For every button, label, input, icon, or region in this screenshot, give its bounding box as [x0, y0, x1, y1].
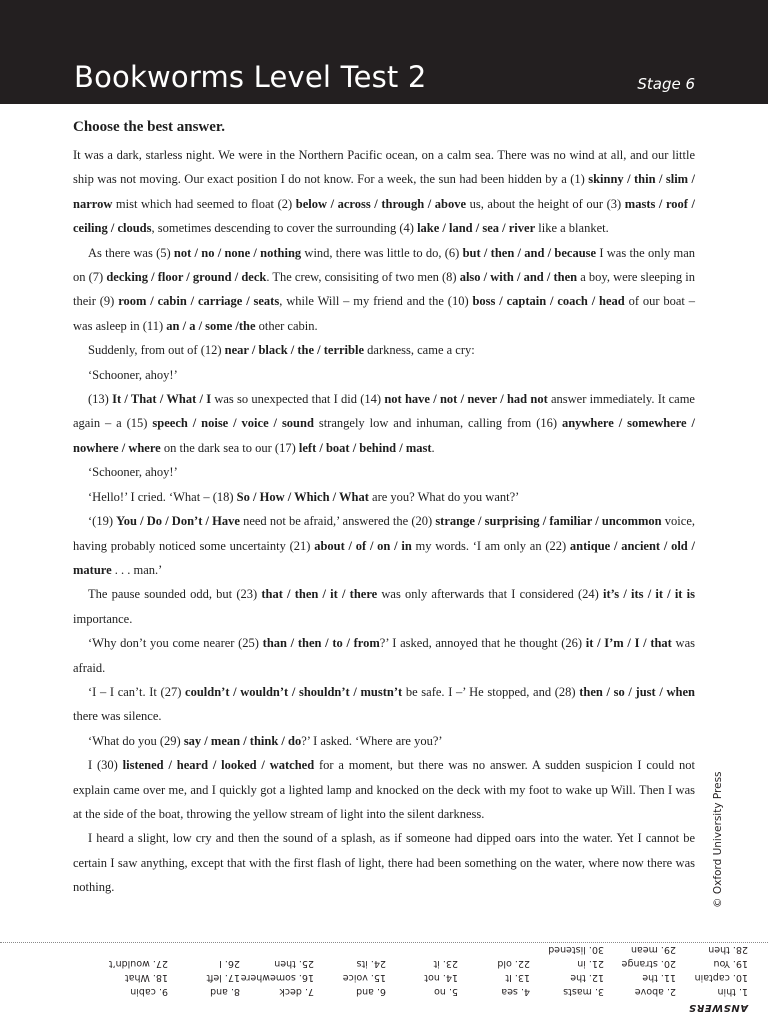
answer-options: then / so / just / when	[579, 684, 695, 699]
answer-column	[678, 942, 748, 998]
answer-item: 17. left	[206, 972, 240, 983]
answer-item: 14. not	[424, 972, 458, 983]
answer-item: 12. the	[570, 972, 604, 983]
story-text-run: need not be afraid,’ answered the (20)	[239, 514, 436, 529]
story-text-run: , while Will – my friend and the (10)	[279, 294, 473, 309]
answer-item: 8. and	[210, 986, 240, 997]
story-text-run: of our boat – was asleep in (11)	[73, 294, 695, 333]
answer-item: 25. then	[274, 958, 314, 969]
story-paragraph	[73, 485, 695, 509]
answer-options: an / a / some /the	[166, 318, 256, 333]
story-text-run: Suddenly, from out of (12)	[88, 343, 225, 358]
answers-section	[0, 945, 768, 1024]
answer-item: 22. old	[497, 958, 530, 969]
answer-item: 30. listened	[548, 944, 604, 955]
story-text-run: like a blanket.	[535, 221, 609, 236]
answer-options: couldn’t / wouldn’t / shouldn’t / mustn’t	[185, 684, 403, 699]
answer-item: 6. and	[356, 986, 386, 997]
story-text-run: ‘(19)	[88, 514, 117, 529]
answer-options: that / then / it / there	[261, 587, 378, 602]
answer-options: decking / floor / ground / deck	[106, 270, 267, 285]
story-paragraph	[73, 631, 695, 680]
story-text-run: answer immediately. It came again – a (15)	[73, 392, 695, 431]
story-text	[73, 143, 695, 900]
answer-item: 29. mean	[630, 944, 676, 955]
story-text-run: ?’ I asked. ‘Where are you?’	[301, 733, 443, 748]
header-bar	[0, 0, 768, 104]
story-text-run: on the dark sea to our (17)	[160, 440, 299, 455]
story-paragraph	[73, 143, 695, 241]
answer-options: skinny / thin / slim / narrow	[73, 172, 695, 211]
story-paragraph	[73, 582, 695, 631]
answer-item: 16. somewhere	[240, 972, 314, 983]
answer-item: 28. then	[708, 944, 748, 955]
story-text-run: (13)	[88, 392, 113, 407]
answer-item: 1. thin	[717, 986, 748, 997]
story-text-run: ?’ I asked, annoyed that he thought (26)	[379, 636, 586, 651]
story-text-run: . . . man.’	[111, 562, 163, 577]
answer-options: listened / heard / looked / watched	[122, 758, 315, 773]
story-text-run: was afraid.	[73, 636, 695, 675]
story-text-run: I was the only man on (7)	[73, 245, 695, 285]
answer-options: it’s / its / it / it is	[602, 587, 695, 602]
story-text-run: ‘Schooner, ahoy!’	[88, 367, 178, 382]
story-text-run: I heard a slight, low cry and then the sound of a splash, as if someone had dipped oars into the water. Yet I cannot be certain I saw anything, except that with the first flash of light, there had been something on the water, where now there was nothing.	[73, 831, 695, 895]
answer-item: 5. no	[434, 986, 458, 997]
answer-options: strange / surprising / familiar / uncommon	[435, 514, 662, 529]
answer-item: 26. I	[219, 958, 240, 969]
answer-options: about / of / on / in	[314, 538, 412, 553]
answer-item: 18. What	[124, 972, 168, 983]
story-text-run: I (30)	[88, 758, 123, 773]
answer-options: anywhere / somewhere / nowhere / where	[73, 416, 695, 455]
test-content	[73, 118, 695, 900]
answer-item: 2. above	[634, 986, 676, 997]
answer-item: 4. sea	[501, 986, 530, 997]
story-text-run: my words. ‘I am only an (22)	[411, 538, 570, 553]
answer-column	[606, 942, 676, 998]
instruction-heading: Choose the best answer.	[73, 119, 225, 135]
answer-options: not have / not / never / had not	[384, 392, 548, 407]
story-paragraph	[73, 729, 695, 753]
story-text-run: was only afterwards that I considered (24)	[377, 587, 603, 602]
story-text-run: It was a dark, starless night. We were in the Northern Pacific ocean, on a calm sea. There was no wind at all, and our little ship was not moving. Our exact position I do not know. For a week, the sun had been hidden by a (1)	[73, 148, 695, 187]
story-text-run: , sometimes descending to cover the surrounding (4)	[151, 221, 418, 236]
story-text-run: be safe. I –’ He stopped, and (28)	[402, 684, 580, 699]
story-text-run: other cabin.	[255, 318, 318, 333]
story-text-run: ‘Schooner, ahoy!’	[88, 465, 178, 480]
answer-options: than / then / to / from	[262, 636, 380, 651]
answer-options: also / with / and / then	[459, 270, 578, 285]
answer-item: 27. wouldn’t	[108, 958, 168, 969]
answer-column	[98, 956, 168, 998]
story-paragraph	[73, 387, 695, 460]
answer-item: 10. captain	[694, 972, 748, 983]
story-text-run: strangely low and inhuman, calling from (16)	[313, 416, 562, 431]
story-text-run: ‘Why don’t you come nearer (25)	[88, 636, 263, 651]
answer-item: 13. It	[505, 972, 530, 983]
answer-options: near / black / the / terrible	[224, 343, 365, 358]
story-text-run: darkness, came a cry:	[364, 343, 475, 358]
answer-options: but / then / and / because	[462, 245, 597, 260]
answer-item: 9. cabin	[130, 986, 168, 997]
answer-options: masts / roof / ceiling / clouds	[73, 196, 695, 236]
answer-item: 24. its	[356, 958, 386, 969]
story-text-run: voice, having probably noticed some uncertainty (21)	[73, 514, 695, 553]
answer-options: lake / land / sea / river	[417, 221, 536, 236]
story-text-run: was so unexpected that I did (14)	[211, 392, 385, 407]
answer-options: say / mean / think / do	[183, 733, 302, 748]
story-text-run: wind, there was little to do, (6)	[301, 245, 463, 260]
answer-item: 19. You	[713, 958, 748, 969]
story-text-run: . The crew, consisiting of two men (8)	[266, 270, 460, 285]
answer-options: not / no / none / nothing	[173, 245, 302, 260]
answer-column	[240, 956, 314, 998]
story-text-run: The pause sounded odd, but (23)	[88, 587, 262, 602]
answers-label: ANSWERS	[688, 1002, 748, 1013]
story-paragraph	[73, 826, 695, 899]
story-text-run: a boy, were sleeping in their (9)	[73, 270, 696, 309]
answer-options: You / Do / Don’t / Have	[116, 514, 240, 529]
story-text-run: mist which had seemed to float (2)	[112, 196, 296, 211]
story-paragraph	[73, 680, 695, 729]
answer-options: room / cabin / carriage / seats	[118, 294, 280, 309]
story-text-run: ‘I – I can’t. It (27)	[88, 684, 186, 699]
story-text-run: for a moment, but there was no answer. A sudden suspicion I could not explain came over me, and I quickly got a lighted lamp and knocked on the deck with my foot to wake up Will. Then I was at the side of the boat, throwing the yellow stream of light into the silent darkness.	[73, 758, 695, 821]
answer-options: antique / ancient / old / mature	[73, 538, 695, 577]
story-paragraph	[73, 509, 695, 582]
answer-item: 20. strange	[621, 958, 676, 969]
answer-options: It / That / What / I	[112, 392, 212, 407]
story-paragraph	[73, 753, 695, 826]
story-text-run: .	[431, 440, 435, 455]
story-text-run: there was silence.	[73, 709, 162, 724]
page-title: Bookworms Level Test 2	[74, 60, 427, 94]
answer-item: 3. masts	[563, 986, 604, 997]
answer-options: below / across / through / above	[295, 196, 467, 211]
answer-item: 15. voice	[342, 972, 386, 983]
copyright-notice: © Oxford University Press	[712, 771, 724, 908]
story-text-run: importance.	[73, 611, 133, 626]
answer-options: boss / captain / coach / head	[472, 294, 625, 309]
stage-label: Stage 6	[637, 75, 695, 93]
answer-options: So / How / Which / What	[236, 489, 369, 504]
answer-item: 23. it	[433, 958, 458, 969]
story-text-run: ‘What do you (29)	[88, 733, 184, 748]
answer-options: left / boat / behind / mast	[298, 440, 432, 455]
story-paragraph	[73, 460, 695, 484]
answer-column	[460, 956, 530, 998]
answer-options: it / I’m / I / that	[585, 636, 672, 651]
story-paragraph	[73, 338, 695, 362]
story-paragraph	[73, 241, 695, 339]
answer-item: 21. in	[577, 958, 604, 969]
story-text-run: ‘Hello!’ I cried. ‘What – (18)	[88, 489, 237, 504]
answer-column	[316, 956, 386, 998]
answer-item: 7. deck	[279, 986, 314, 997]
answer-column	[170, 956, 240, 998]
story-text-run: As there was (5)	[88, 245, 174, 260]
answer-column	[388, 956, 458, 998]
answer-column	[534, 942, 604, 998]
story-text-run: us, about the height of our (3)	[466, 196, 625, 211]
story-text-run: are you? What do you want?’	[368, 489, 520, 504]
story-paragraph	[73, 363, 695, 387]
answer-options: speech / noise / voice / sound	[152, 416, 314, 431]
answer-item: 11. the	[642, 972, 676, 983]
